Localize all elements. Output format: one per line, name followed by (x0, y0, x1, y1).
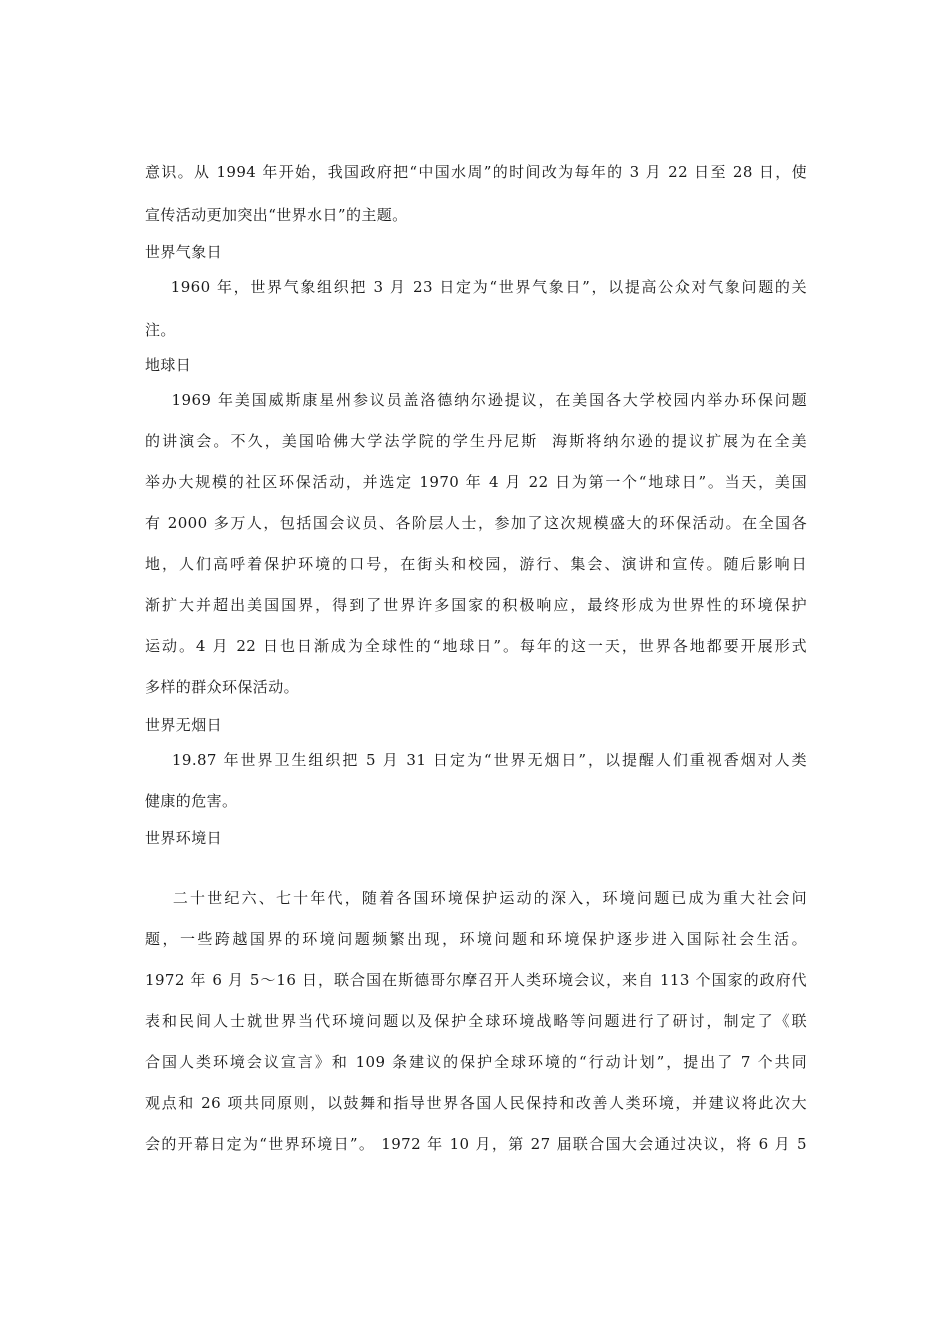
text-line: 题，一些跨越国界的环境问题频繁出现，环境问题和环境保护逐步进入国际社会生活。 (145, 930, 807, 948)
text-line: 注。 (145, 321, 176, 339)
text-line: 宣传活动更加突出“世界水日”的主题。 (145, 206, 408, 224)
text-line: 1972 年 6 月 5～16 日，联合国在斯德哥尔摩召开人类环境会议，来自 113 个国家的政府代 (145, 971, 807, 989)
text-line: 健康的危害。 (145, 792, 238, 810)
text-line: 19.87 年世界卫生组织把 5 月 31 日定为“世界无烟日”，以提醒人们重视香烟对人类 (145, 751, 807, 769)
text-line: 的讲演会。不久，美国哈佛大学法学院的学生丹尼斯 海斯将纳尔逊的提议扩展为在全美 (145, 432, 807, 450)
paragraph-earth-day (145, 390, 807, 697)
section-heading-meteorological-day: 世界气象日 (145, 243, 223, 261)
paragraph-environment-day (145, 888, 807, 1154)
text-line: 二十世纪六、七十年代，随着各国环境保护运动的深入，环境问题已成为重大社会问 (145, 889, 807, 907)
section-heading-earth-day: 地球日 (145, 356, 192, 374)
text-line: 意识。从 1994 年开始，我国政府把“中国水周”的时间改为每年的 3 月 22 日至 28 日，使 (145, 163, 807, 181)
section-heading-environment-day: 世界环境日 (145, 829, 223, 847)
text-line: 多样的群众环保活动。 (145, 678, 300, 696)
text-line: 运动。4 月 22 日也日渐成为全球性的“地球日”。每年的这一天，世界各地都要开展形式 (145, 637, 807, 655)
paragraph-no-tobacco-day (145, 750, 807, 811)
section-heading-no-tobacco-day: 世界无烟日 (145, 716, 223, 734)
text-line: 1960 年，世界气象组织把 3 月 23 日定为“世界气象日”，以提高公众对气象问题的关 (145, 278, 807, 296)
text-line: 表和民间人士就世界当代环境问题以及保护全球环境战略等问题进行了研讨，制定了《联 (145, 1012, 807, 1030)
text-line: 会的开幕日定为“世界环境日”。 1972 年 10 月，第 27 届联合国大会通过决议，将 6 月 5 (145, 1135, 807, 1153)
paragraph-water-day (145, 162, 807, 225)
text-line: 举办大规模的社区环保活动，并选定 1970 年 4 月 22 日为第一个“地球日”。当天，美国 (145, 473, 807, 491)
text-line: 有 2000 多万人，包括国会议员、各阶层人士，参加了这次规模盛大的环保活动。在全国各 (145, 514, 807, 532)
text-line: 合国人类环境会议宣言》和 109 条建议的保护全球环境的“行动计划”，提出了 7 个共同 (145, 1053, 807, 1071)
text-line: 观点和 26 项共同原则，以鼓舞和指导世界各国人民保持和改善人类环境，并建议将此次大 (145, 1094, 807, 1112)
paragraph-meteorological-day (145, 277, 807, 340)
text-line: 1969 年美国威斯康星州参议员盖洛德纳尔逊提议，在美国各大学校园内举办环保问题 (145, 391, 807, 409)
text-line: 地，人们高呼着保护环境的口号，在街头和校园，游行、集会、演讲和宣传。随后影响日 (145, 555, 807, 573)
text-line: 渐扩大并超出美国国界，得到了世界许多国家的积极响应，最终形成为世界性的环境保护 (145, 596, 807, 614)
